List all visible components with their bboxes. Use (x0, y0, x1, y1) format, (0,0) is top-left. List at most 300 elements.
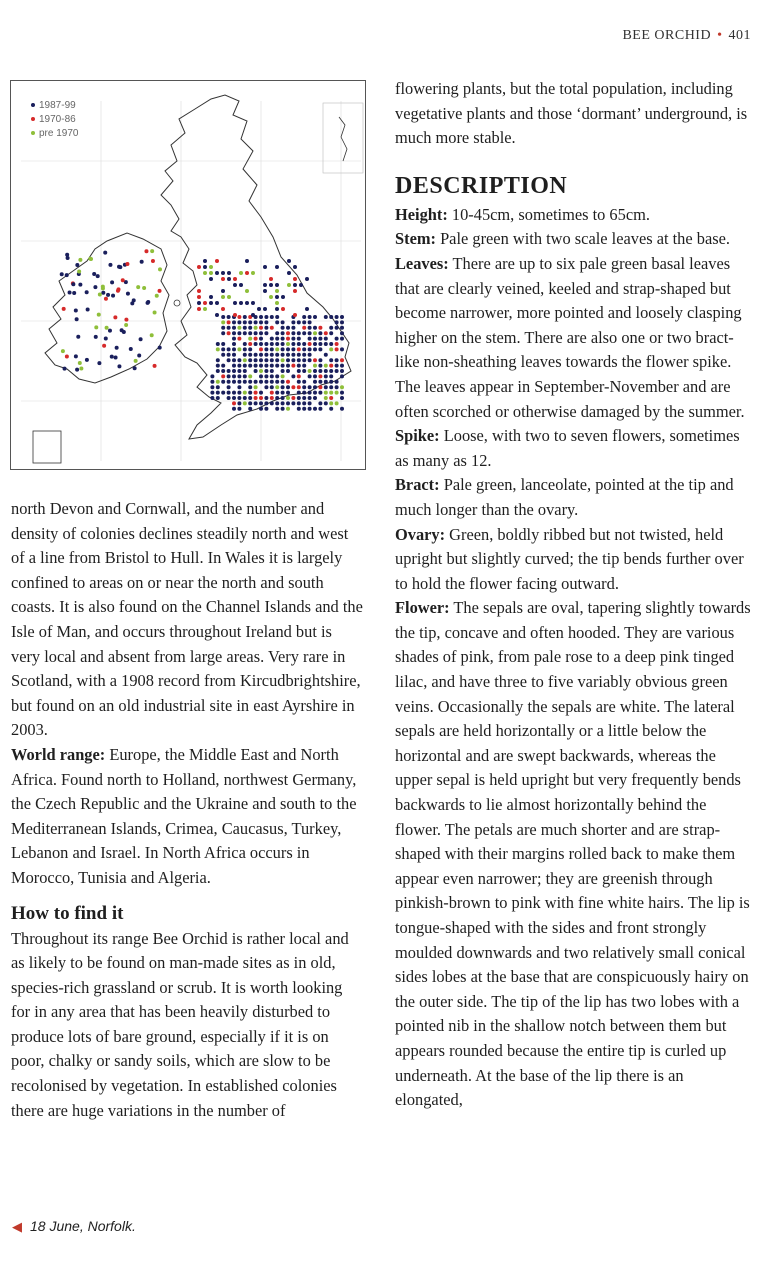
record-dot (293, 283, 297, 287)
record-dot (305, 277, 309, 281)
record-dot (275, 331, 279, 335)
record-dot (243, 320, 247, 324)
record-dot (302, 353, 306, 357)
record-dot (232, 358, 236, 362)
record-dot (105, 326, 109, 330)
record-dot (216, 380, 220, 384)
record-dot (329, 401, 333, 405)
record-dot (291, 353, 295, 357)
record-dot (318, 337, 322, 341)
record-dot (335, 401, 339, 405)
record-dot (259, 380, 263, 384)
record-dot (254, 320, 258, 324)
record-dot (324, 342, 328, 346)
record-dot (313, 358, 317, 362)
record-dot (237, 358, 241, 362)
record-dot (237, 407, 241, 411)
record-dot (308, 326, 312, 330)
record-dot (340, 391, 344, 395)
record-dot (124, 323, 128, 327)
record-dot (335, 347, 339, 351)
record-dot (324, 353, 328, 357)
record-dot (125, 262, 129, 266)
record-dot (286, 342, 290, 346)
record-dot (209, 277, 213, 281)
record-dot (264, 315, 268, 319)
record-dot (237, 369, 241, 373)
record-dot (243, 315, 247, 319)
record-dot (308, 342, 312, 346)
record-dot (269, 295, 273, 299)
record-dot (98, 293, 102, 297)
record-dot (122, 330, 126, 334)
record-dot (281, 331, 285, 335)
record-dot (318, 407, 322, 411)
record-dot (291, 374, 295, 378)
record-dot (77, 269, 81, 273)
legend-item-pre-1970: pre 1970 (31, 127, 78, 141)
record-dot (281, 295, 285, 299)
record-dot (111, 294, 115, 298)
record-dot (313, 369, 317, 373)
record-dot (313, 407, 317, 411)
record-dot (71, 282, 75, 286)
description-bract: Bract: Pale green, lanceolate, pointed at the tip and much longer than the ovary. (395, 475, 734, 519)
record-dot (297, 364, 301, 368)
record-dot (237, 374, 241, 378)
continuation-paragraph: flowering plants, but the total population, including vegetative plants and those ‘dormant’ underground, is much more stable. (395, 79, 748, 148)
record-dot (335, 326, 339, 330)
record-dot (335, 320, 339, 324)
record-dot (302, 364, 306, 368)
record-dot (110, 355, 114, 359)
record-dot (216, 358, 220, 362)
record-dot (259, 315, 263, 319)
record-dot (275, 391, 279, 395)
record-dot (245, 271, 249, 275)
record-dot (203, 307, 207, 311)
record-dot (142, 286, 146, 290)
record-dot (291, 320, 295, 324)
record-dot (243, 347, 247, 351)
record-dot (324, 364, 328, 368)
record-dot (232, 347, 236, 351)
record-dot (308, 385, 312, 389)
record-dot (270, 337, 274, 341)
record-dot (329, 326, 333, 330)
record-dot (197, 295, 201, 299)
record-dot (286, 358, 290, 362)
record-dot (291, 401, 295, 405)
record-dot (232, 374, 236, 378)
record-dot (286, 326, 290, 330)
record-dot (308, 347, 312, 351)
record-dot (60, 272, 64, 276)
record-dot (270, 369, 274, 373)
photo-caption (12, 1218, 136, 1235)
record-dot (281, 385, 285, 389)
record-dot (85, 290, 89, 294)
record-dot (287, 271, 291, 275)
record-dot (270, 374, 274, 378)
record-dot (259, 320, 263, 324)
record-dot (297, 337, 301, 341)
record-dot (108, 329, 112, 333)
record-dot (227, 374, 231, 378)
record-dot (281, 320, 285, 324)
record-dot (259, 396, 263, 400)
record-dot (286, 401, 290, 405)
record-dot (210, 374, 214, 378)
record-dot (227, 396, 231, 400)
record-dot (248, 331, 252, 335)
record-dot (237, 391, 241, 395)
record-dot (308, 353, 312, 357)
record-dot (270, 358, 274, 362)
record-dot (318, 326, 322, 330)
distribution-paragraph: north Devon and Cornwall, and the number and density of colonies declines steadily north and west of a line from Bristol to Hull. In Wales it is largely confined to areas on or near the north and south coasts. It is also found on the Channel Islands and the Isle of Man, and occurs throughout Ireland but is very local and absent from large areas. Very rare in Scotland, with a 1908 record from Kircudbrightshire, but found on an old industrial site in east Ayrshire in 2003. (11, 499, 363, 740)
record-dot (308, 337, 312, 341)
record-dot (227, 347, 231, 351)
record-dot (305, 307, 309, 311)
record-dot (248, 374, 252, 378)
record-dot (308, 391, 312, 395)
record-dot (275, 337, 279, 341)
record-dot (93, 285, 97, 289)
record-dot (248, 320, 252, 324)
shetland-inset (323, 103, 363, 173)
record-dot (110, 280, 114, 284)
record-dot (221, 353, 225, 357)
record-dot (210, 385, 214, 389)
record-dot (275, 401, 279, 405)
record-dot (302, 331, 306, 335)
record-dot (216, 364, 220, 368)
record-dot (302, 396, 306, 400)
record-dot (75, 368, 79, 372)
record-dot (270, 391, 274, 395)
record-dot (203, 265, 207, 269)
record-dot (227, 320, 231, 324)
record-dot (302, 380, 306, 384)
record-dot (254, 326, 258, 330)
record-dot (259, 391, 263, 395)
record-dot (324, 391, 328, 395)
record-dot (329, 358, 333, 362)
record-dot (243, 380, 247, 384)
record-dot (254, 364, 258, 368)
legend-item-1987-99: 1987-99 (31, 99, 78, 113)
record-dot (221, 364, 225, 368)
left-column (11, 497, 363, 1123)
record-dot (248, 358, 252, 362)
record-dot (203, 271, 207, 275)
world-range-text: Europe, the Middle East and North Africa. Found north to Holland, northwest Germany, the Czech Republic and the Ukraine and south to the Mediterranean Islands, Crimea, Caucasus, Turkey, Lebanon and Israel. In North Africa occurs in Morocco, Tunisia and Algeria. (11, 744, 357, 887)
record-dot (94, 325, 98, 329)
record-dot (106, 293, 110, 297)
record-dot (302, 342, 306, 346)
record-dot (297, 342, 301, 346)
record-dot (101, 291, 105, 295)
record-dot (313, 331, 317, 335)
record-dot (232, 326, 236, 330)
record-dot (237, 315, 241, 319)
record-dot (281, 307, 285, 311)
record-dot (286, 380, 290, 384)
record-dot (75, 263, 79, 267)
record-dot (251, 313, 255, 317)
record-dot (65, 355, 69, 359)
record-dot (232, 353, 236, 357)
record-dot (287, 283, 291, 287)
record-dot (209, 265, 213, 269)
record-dot (286, 391, 290, 395)
record-dot (243, 374, 247, 378)
record-dot (144, 249, 148, 253)
record-dot (227, 315, 231, 319)
record-dot (297, 353, 301, 357)
record-dot (237, 337, 241, 341)
record-dot (270, 342, 274, 346)
record-dot (264, 353, 268, 357)
record-dot (243, 391, 247, 395)
record-dot (308, 331, 312, 335)
record-dot (297, 358, 301, 362)
record-dot (248, 364, 252, 368)
record-dot (221, 380, 225, 384)
record-dot (243, 353, 247, 357)
record-dot (291, 347, 295, 351)
page-number: 401 (728, 28, 751, 43)
channel-islands-inset (33, 431, 61, 463)
record-dot (286, 407, 290, 411)
record-dot (297, 320, 301, 324)
record-dot (281, 407, 285, 411)
record-dot (281, 347, 285, 351)
record-dot (340, 358, 344, 362)
record-dot (308, 369, 312, 373)
record-dot (150, 249, 154, 253)
record-dot (340, 331, 344, 335)
record-dot (245, 289, 249, 293)
record-dot (291, 342, 295, 346)
record-dot (259, 337, 263, 341)
record-dot (243, 369, 247, 373)
record-dot (116, 289, 120, 293)
record-dot (259, 353, 263, 357)
record-dot (308, 320, 312, 324)
record-dot (215, 271, 219, 275)
record-dot (291, 337, 295, 341)
record-dot (136, 285, 140, 289)
legend-swatch-icon (31, 103, 35, 107)
record-dot (335, 369, 339, 373)
record-dot (264, 396, 268, 400)
record-dot (340, 337, 344, 341)
record-dot (264, 374, 268, 378)
record-dot (263, 307, 267, 311)
how-to-find-heading: How to find it (11, 902, 124, 924)
record-dot (221, 374, 225, 378)
record-dot (221, 391, 225, 395)
record-dot (275, 407, 279, 411)
record-dot (264, 347, 268, 351)
record-dot (313, 337, 317, 341)
record-dot (281, 353, 285, 357)
record-dot (237, 331, 241, 335)
record-dot (329, 374, 333, 378)
record-dot (281, 337, 285, 341)
record-dot (264, 358, 268, 362)
record-dot (108, 263, 112, 267)
record-dot (340, 407, 344, 411)
record-dot (227, 380, 231, 384)
record-dot (275, 315, 279, 319)
description-heading: DESCRIPTION (395, 172, 568, 199)
record-dot (270, 396, 274, 400)
record-dot (340, 364, 344, 368)
record-dot (158, 289, 162, 293)
record-dot (281, 401, 285, 405)
world-range-label: World range: (11, 744, 106, 764)
record-dot (137, 353, 141, 357)
record-dot (104, 297, 108, 301)
record-dot (221, 342, 225, 346)
record-dot (302, 315, 306, 319)
record-dot (302, 347, 306, 351)
record-dot (133, 366, 137, 370)
shetland-outline (339, 117, 347, 161)
record-dot (275, 374, 279, 378)
record-dot (92, 272, 96, 276)
record-dot (275, 265, 279, 269)
record-dot (324, 374, 328, 378)
record-dot (209, 301, 213, 305)
record-dot (227, 277, 231, 281)
record-dot (215, 313, 219, 317)
record-dot (237, 347, 241, 351)
record-dot (318, 401, 322, 405)
record-dot (275, 364, 279, 368)
record-dot (318, 347, 322, 351)
record-dot (227, 369, 231, 373)
record-dot (302, 407, 306, 411)
record-dot (264, 407, 268, 411)
record-dot (264, 342, 268, 346)
record-dot (275, 385, 279, 389)
record-dot (232, 369, 236, 373)
record-dot (96, 274, 100, 278)
record-dot (216, 391, 220, 395)
record-dot (308, 374, 312, 378)
record-dot (291, 358, 295, 362)
record-dot (221, 295, 225, 299)
record-dot (313, 374, 317, 378)
record-dot (329, 369, 333, 373)
record-dot (329, 391, 333, 395)
record-dot (297, 401, 301, 405)
record-dot (264, 385, 268, 389)
record-dot (233, 283, 237, 287)
record-dot (158, 267, 162, 271)
record-dot (216, 385, 220, 389)
record-dot (286, 396, 290, 400)
record-dot (216, 347, 220, 351)
record-dot (210, 380, 214, 384)
record-dot (227, 353, 231, 357)
record-dot (221, 326, 225, 330)
record-dot (243, 331, 247, 335)
record-dot (158, 346, 162, 350)
record-dot (293, 313, 297, 317)
left-arrow-icon: ◀ (12, 1219, 22, 1234)
record-dot (103, 251, 107, 255)
record-dot (227, 271, 231, 275)
record-dot (86, 308, 90, 312)
record-dot (78, 258, 82, 262)
record-dot (340, 326, 344, 330)
record-dot (66, 256, 70, 260)
record-dot (251, 271, 255, 275)
record-dot (340, 374, 344, 378)
record-dot (254, 369, 258, 373)
record-dot (297, 391, 301, 395)
record-dot (245, 301, 249, 305)
record-dot (239, 271, 243, 275)
record-dot (308, 401, 312, 405)
record-dot (76, 335, 80, 339)
record-dot (155, 294, 159, 298)
record-dot (281, 369, 285, 373)
legend-swatch-icon (31, 117, 35, 121)
record-dot (318, 331, 322, 335)
record-dot (329, 364, 333, 368)
record-dot (232, 337, 236, 341)
record-dot (270, 326, 274, 330)
record-dot (113, 315, 117, 319)
record-dot (329, 396, 333, 400)
record-dot (302, 320, 306, 324)
record-dot (293, 289, 297, 293)
record-dot (243, 396, 247, 400)
record-dot (254, 331, 258, 335)
running-head-title: BEE ORCHID (622, 28, 712, 43)
record-dot (313, 342, 317, 346)
record-dot (340, 347, 344, 351)
record-dot (291, 385, 295, 389)
record-dot (232, 320, 236, 324)
record-dot (318, 385, 322, 389)
record-dot (254, 342, 258, 346)
record-dot (114, 356, 118, 360)
record-dot (197, 265, 201, 269)
record-dot (232, 364, 236, 368)
record-dot (248, 326, 252, 330)
record-dot (97, 313, 101, 317)
record-dot (221, 347, 225, 351)
record-dot (232, 391, 236, 395)
record-dot (287, 259, 291, 263)
record-dot (340, 396, 344, 400)
record-dot (302, 358, 306, 362)
record-dot (275, 295, 279, 299)
record-dot (291, 331, 295, 335)
record-dot (340, 369, 344, 373)
record-dot (340, 315, 344, 319)
record-dot (248, 401, 252, 405)
record-dot (237, 385, 241, 389)
record-dot (308, 407, 312, 411)
